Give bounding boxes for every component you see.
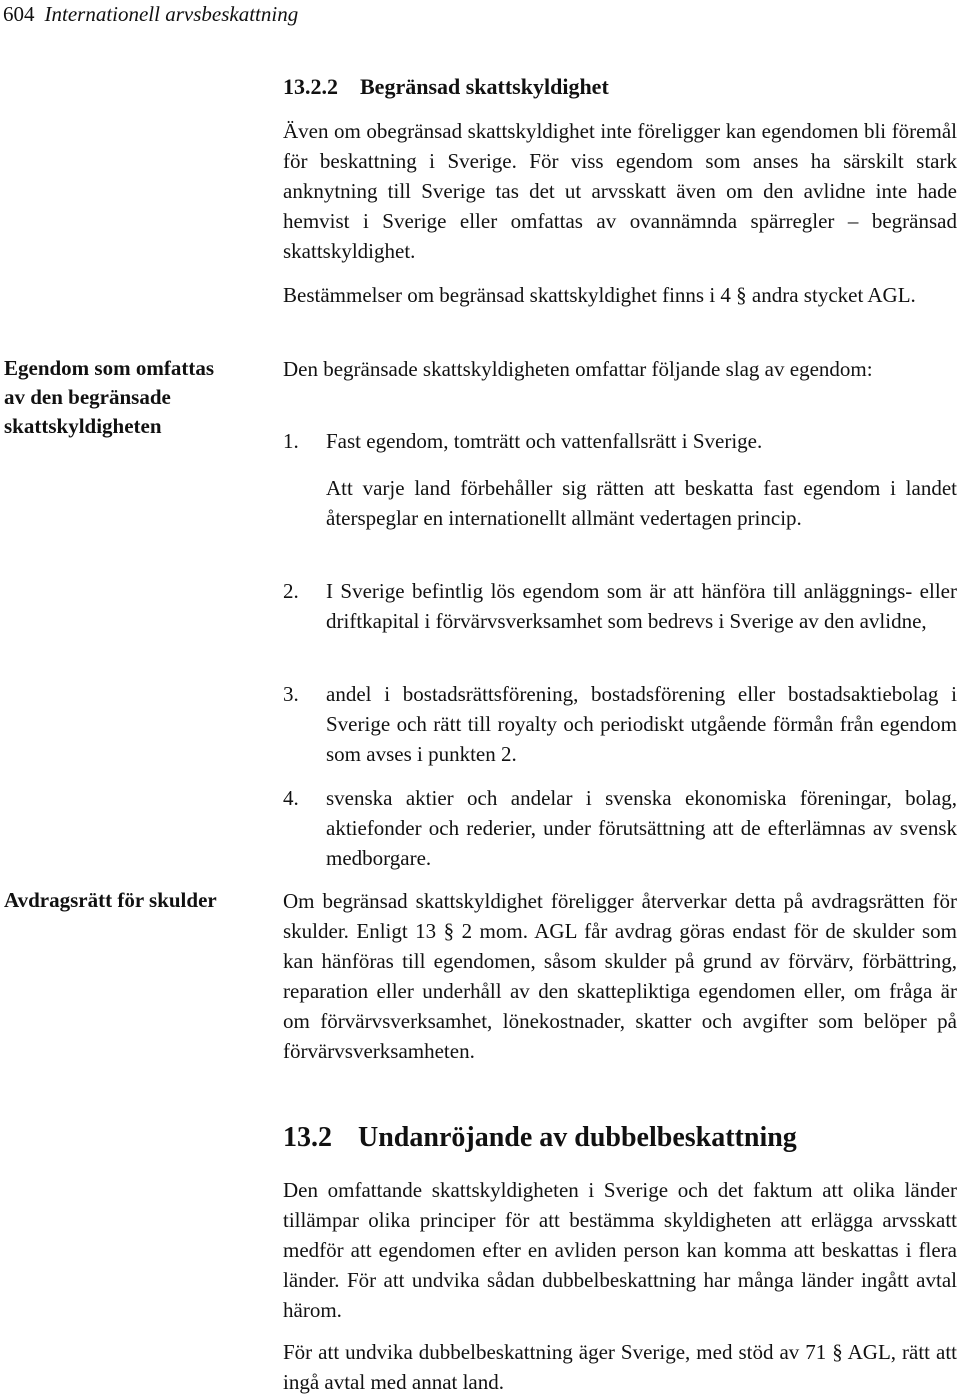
sidenote-property-scope: Egendom som omfattas av den begränsade skattskyldigheten [4,356,214,438]
paragraph-provisions: Bestämmelser om begränsad skattskyldighet finns i 4 § andra stycket AGL. [283,283,916,307]
list-item [283,783,957,873]
paragraph-intro: Även om obegränsad skattskyldighet inte föreligger kan egendomen bli föremål för beskattning i Sverige. För viss egendom som anses ha särskilt stark anknytning till Sverige tas det ut arvsskatt även om den avlidne inte hade hemvist i Sverige eller omfattas av ovannämnda spärregler – begränsad skattskyldighet. [283,119,957,263]
list-text: svenska aktier och andelar i svenska ekonomiska föreningar, bolag, aktiefonder och rederier, under förutsättning att de efterlämnas av svensk medborgare. [326,786,957,870]
list-note: Att varje land förbehåller sig rätten att beskatta fast egendom i landet återspeglar en internationellt allmänt vedertagen princip. [326,476,957,530]
list-text: andel i bostadsrättsförening, bostadsförening eller bostadsaktiebolag i Sverige och rätt till royalty och periodiskt utgående förmån från egendom som avses i punkten 2. [326,682,957,766]
list-item [283,679,957,769]
section-heading-13-2-2 [283,74,609,100]
paragraph-scope: Den begränsade skattskyldigheten omfattar följande slag av egendom: [283,357,873,381]
running-header [3,2,298,27]
list-item [283,426,957,456]
list-item [283,576,957,636]
list-number: 4. [283,786,299,810]
list-number: 1. [283,429,299,453]
section-heading-13-2 [283,1122,797,1154]
paragraph-agreements: För att undvika dubbelbeskattning äger Sverige, med stöd av 71 § AGL, rätt att ingå avtal med annat land. [283,1340,957,1394]
page-number: 604 [3,2,35,26]
section-title: Undanröjande av dubbelbeskattning [358,1122,797,1153]
section-number: 13.2 [283,1122,332,1153]
running-title: Internationell arvsbeskattning [44,2,299,26]
paragraph-double-taxation: Den omfattande skattskyldigheten i Sverige och det faktum att olika länder tillämpar olika principer för att bestämma skyldigheten att erlägga arvsskatt medför att egendomen efter en avliden person kan komma att beskattas i flera länder. För att undvika sådan dubbelbeskattning har många länder ingått avtal härom. [283,1178,957,1322]
section-number: 13.2.2 [283,74,338,99]
list-number: 3. [283,682,299,706]
paragraph-deduction: Om begränsad skattskyldighet föreligger återverkar detta på avdragsrätten för skulder. Enligt 13 § 2 mom. AGL får avdrag göras endast för de skulder som kan hänföras till egendomen, såsom skulder på grund av förvärv, förbättring, reparation eller underhåll av den skattepliktiga egendomen eller, om fråga är om förvärvsverksamhet, lönekostnader, skatter och avgifter som belöper på förvärvsverksamheten. [283,889,957,1063]
section-title: Begränsad skattskyldighet [360,74,609,99]
list-number: 2. [283,579,299,603]
sidenote-debt-deduction: Avdragsrätt för skulder [4,888,217,912]
list-text: I Sverige befintlig lös egendom som är att hänföra till anläggnings- eller driftkapital i förvärvsverksamhet som bedrevs i Sverige av den avlidne, [326,579,957,633]
list-text: Fast egendom, tomträtt och vattenfallsrätt i Sverige. [326,429,763,453]
